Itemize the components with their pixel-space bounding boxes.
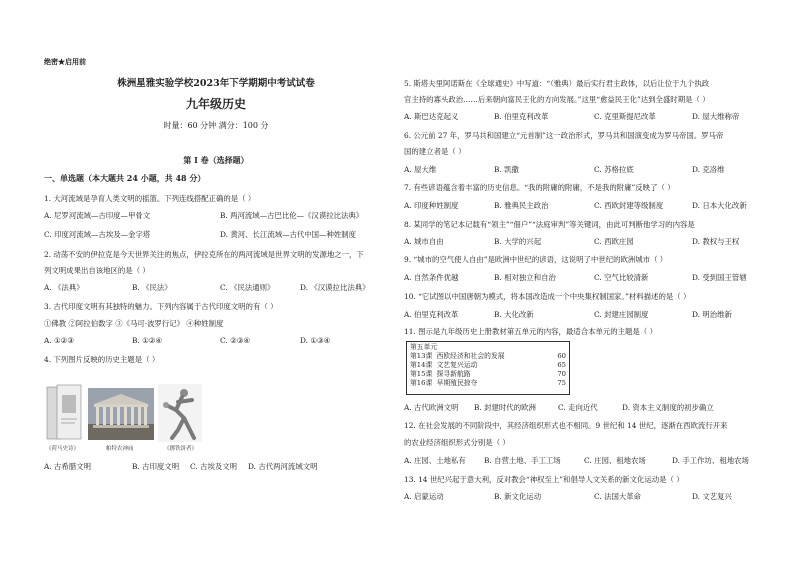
question-2: 2. 动荡不安的伊拉克是今天世界关注的焦点，伊拉克所在的两河流域是世界文明的发源地之一，下 xyxy=(44,250,364,259)
question-12-cont: 的农业经济组织形式分别是（ ） xyxy=(404,438,510,447)
q12-option-c[interactable]: C. 庄园、租地农场 xyxy=(584,456,646,465)
q2-option-c[interactable]: C. 《民法通则》 xyxy=(220,283,275,292)
q9-option-d[interactable]: D. 受到国王管辖 xyxy=(692,273,747,282)
q3-option-c[interactable]: C. ②③④ xyxy=(220,336,250,345)
q4-option-c[interactable]: C. 古埃及文明 xyxy=(190,462,238,471)
question-3: 3. 古代印度文明有其独特的魅力。下列内容属于古代印度文明的有（ ） xyxy=(44,302,278,311)
q2-option-d[interactable]: D. 《汉谟拉比法典》 xyxy=(300,283,370,292)
q10-option-a[interactable]: A. 伯里克利改革 xyxy=(404,310,459,319)
toc-row: 第15课 探寻新航路 70 xyxy=(410,370,566,378)
q6-option-a[interactable]: A. 屋大维 xyxy=(404,165,437,174)
q8-option-d[interactable]: D. 教权与王权 xyxy=(692,237,740,246)
caption-homer: 《荷马史诗》 xyxy=(46,446,80,452)
q10-option-d[interactable]: D. 明治维新 xyxy=(692,310,732,319)
q9-option-b[interactable]: B. 相对独立和自治 xyxy=(494,273,556,282)
q6-option-c[interactable]: C. 苏格拉底 xyxy=(594,165,634,174)
q8-option-a[interactable]: A. 城市自由 xyxy=(404,237,444,246)
q12-option-a[interactable]: A. 庄园、土地私有 xyxy=(404,456,466,465)
q6-option-b[interactable]: B. 凯撒 xyxy=(494,165,519,174)
question-12: 12. 在社会发展的不同阶段中，其经济组织形式也不相同。9 世纪和 14 世纪，逐渐在西欧流行开来 xyxy=(404,421,728,430)
caption-discobolus: 《掷铁饼者》 xyxy=(164,446,198,452)
q1-option-a[interactable]: A. 尼罗河流域—古印度—甲骨文 xyxy=(44,211,151,220)
question-4: 4. 下列图片反映的历史主题是（ ） xyxy=(44,355,160,364)
q4-option-a[interactable]: A. 古希腊文明 xyxy=(44,462,91,471)
q5-option-d[interactable]: D. 屋大维称帝 xyxy=(692,112,740,121)
q11-option-b[interactable]: B. 封建时代的欧洲 xyxy=(474,403,536,412)
subject-title: 九年级历史 xyxy=(185,97,246,111)
q3-option-a[interactable]: A. ①②③ xyxy=(44,336,74,345)
question-5-cont: 官主持的寡头政治……后来朝向富民王化的方向发展。”这里“愈益民王化”达到全盛时期是（ ） xyxy=(404,95,710,104)
question-1: 1. 大河流域是孕育人类文明的摇篮。下列连线搭配正确的是（ ） xyxy=(44,194,256,203)
q13-option-d[interactable]: D. 文艺复兴 xyxy=(692,492,732,501)
q8-option-b[interactable]: B. 大学的兴起 xyxy=(494,237,542,246)
q3-option-d[interactable]: D. ①③④ xyxy=(300,336,331,345)
q12-option-d[interactable]: D. 手工作坊、租地农场 xyxy=(672,456,749,465)
homer-epic-book-image xyxy=(44,383,84,441)
q9-option-c[interactable]: C. 空气比较清新 xyxy=(594,273,649,282)
q7-option-a[interactable]: A. 印度种姓制度 xyxy=(404,201,459,210)
q13-option-b[interactable]: B. 新文化运动 xyxy=(494,492,542,501)
q7-option-c[interactable]: C. 西欧封建等级制度 xyxy=(594,201,664,210)
caption-parthenon: 帕特农神庙 xyxy=(106,446,134,452)
part-title: 第 I 卷（选择题） xyxy=(183,155,249,165)
question-5: 5. 斯塔夫里阿诺斯在《全球通史》中写道：“（雅典）最后实行君主政体，以后让位于九个执政 xyxy=(404,79,710,88)
toc-row: 第16课 早期殖民掠夺 75 xyxy=(410,379,566,387)
q7-option-b[interactable]: B. 雅典民主政治 xyxy=(494,201,549,210)
question-9: 9. “城市的空气使人自由”是欧洲中世纪的谚语，这说明了中世纪的欧洲城市（ ） xyxy=(404,255,668,264)
q11-option-a[interactable]: A. 古代欧洲文明 xyxy=(404,403,459,412)
toc-row: 第14课 文艺复兴运动 65 xyxy=(410,361,566,369)
section-title: 一、单选题（本大题共 24 小题，共 48 分） xyxy=(44,173,206,183)
question-7: 7. 有些谚语蕴含着丰富的历史信息。“我的附庸的附庸，不是我的附庸”反映了（ ） xyxy=(404,183,675,192)
q11-option-d[interactable]: D. 资本主义制度的初步确立 xyxy=(622,403,714,412)
q13-option-a[interactable]: A. 启蒙运动 xyxy=(404,492,444,501)
q3-option-b[interactable]: B. ①②④ xyxy=(132,336,163,345)
q1-option-d[interactable]: D. 黄河、长江流域—古代中国—种姓制度 xyxy=(220,230,357,239)
q13-option-c[interactable]: C. 法国大革命 xyxy=(594,492,642,501)
q4-option-b[interactable]: B. 古印度文明 xyxy=(132,462,180,471)
q6-option-d[interactable]: D. 克洛维 xyxy=(692,165,725,174)
question-6-cont: 国的建立者是（ ） xyxy=(404,147,466,156)
q2-option-b[interactable]: B. 《民法》 xyxy=(132,283,172,292)
q5-option-a[interactable]: A. 斯巴达克起义 xyxy=(404,112,459,121)
q4-option-d[interactable]: D. 古代两河流域文明 xyxy=(248,462,318,471)
q1-option-b[interactable]: B. 两河流域—古巴比伦—《汉谟拉比法典》 xyxy=(220,211,364,220)
q10-option-c[interactable]: C. 封建庄园制度 xyxy=(594,310,649,319)
q11-option-c[interactable]: C. 走向近代 xyxy=(558,403,598,412)
question-2-cont: 列文明成果出自该地区的是（ ） xyxy=(44,266,150,275)
q5-option-b[interactable]: B. 伯里克利改革 xyxy=(494,112,549,121)
question-10: 10. “它试图以中国唐朝为模式，将本国改造成一个中央集权制国家。”材料描述的是（ ） xyxy=(404,292,691,301)
q5-option-c[interactable]: C. 克里斯提尼改革 xyxy=(594,112,656,121)
question-8: 8. 某同学的笔记本记载有“领主”“佃户”“法庭审判”等关键词，由此可判断他学习的内容是 xyxy=(404,220,695,229)
q9-option-a[interactable]: A. 自然条件优越 xyxy=(404,273,459,282)
q2-option-a[interactable]: A. 《法典》 xyxy=(44,283,84,292)
q1-option-c[interactable]: C. 印度河流域—古埃及—金字塔 xyxy=(44,230,151,239)
discobolus-statue-image xyxy=(158,384,202,442)
textbook-toc xyxy=(406,341,570,395)
toc-unit: 第五单元 xyxy=(410,343,438,351)
secret-label: 绝密★启用前 xyxy=(44,57,86,66)
question-11: 11. 图示是九年级历史上册教材第五单元的内容，最适合本单元的主题是（ ） xyxy=(404,327,657,336)
question-3-items: ①佛教 ②阿拉伯数字 ③《马可·波罗行记》 ④种姓制度 xyxy=(44,319,224,328)
question-13: 13. 14 世纪兴起于意大利，反对教会“神权至上”和倡导人文关系的新文化运动是（ ） xyxy=(404,475,684,484)
school-title: 株洲星雅实验学校2023年下学期期中考试试卷 xyxy=(117,78,315,89)
q10-option-b[interactable]: B. 大化改新 xyxy=(494,310,534,319)
toc-row: 第13课 西欧经济和社会的发展 60 xyxy=(410,352,566,360)
q12-option-b[interactable]: B. 自营土地、手工工场 xyxy=(484,456,561,465)
q8-option-c[interactable]: C. 西欧庄园 xyxy=(594,237,634,246)
exam-meta: 时量：60 分钟 满分：100 分 xyxy=(163,121,269,130)
q7-option-d[interactable]: D. 日本大化改新 xyxy=(692,201,747,210)
question-6: 6. 公元前 27 年，罗马共和国建立“元首制”这一政治形式，罗马共和国演变成为罗马帝国。罗马帝 xyxy=(404,131,724,140)
parthenon-image xyxy=(88,388,154,440)
